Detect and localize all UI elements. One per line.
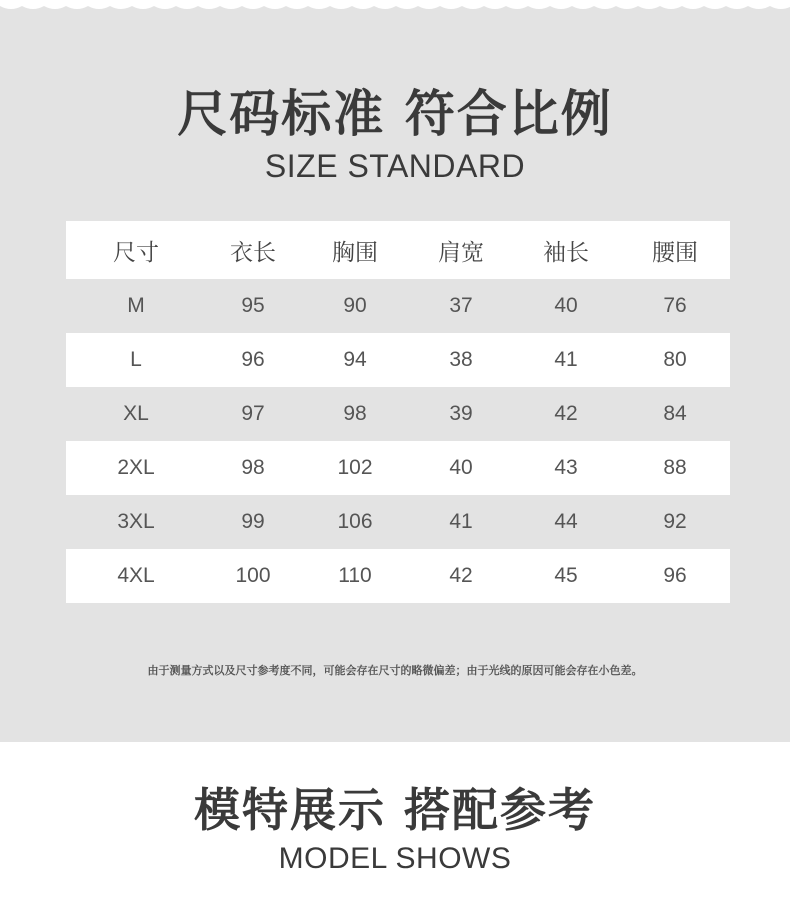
cell-shoulder: 39 [449, 402, 473, 425]
cell-waist: 96 [663, 564, 687, 587]
cell-sleeve: 45 [554, 564, 578, 587]
cell-waist: 76 [663, 294, 687, 317]
cell-size: 3XL [117, 510, 155, 533]
header-chest: 胸围 [332, 239, 378, 266]
header-waist: 腰围 [652, 239, 698, 266]
cell-waist: 88 [663, 456, 687, 479]
cell-length: 98 [241, 456, 265, 479]
cell-size: 2XL [117, 456, 155, 479]
cell-length: 99 [241, 510, 265, 533]
cell-shoulder: 42 [449, 564, 473, 587]
size-title-en: SIZE STANDARD [264, 148, 526, 184]
cell-sleeve: 42 [554, 402, 578, 425]
cell-sleeve: 44 [554, 510, 578, 533]
cell-waist: 80 [663, 348, 687, 371]
cell-chest: 90 [343, 294, 367, 317]
table-row [66, 495, 730, 549]
cell-length: 95 [241, 294, 265, 317]
cell-waist: 92 [663, 510, 687, 533]
cell-shoulder: 41 [449, 510, 473, 533]
size-table [66, 221, 730, 603]
table-row [66, 549, 730, 603]
cell-sleeve: 40 [554, 294, 578, 317]
cell-chest: 98 [343, 402, 367, 425]
cell-shoulder: 37 [449, 294, 473, 317]
cell-chest: 94 [343, 348, 367, 371]
header-shoulder: 肩宽 [438, 239, 484, 266]
cell-size: 4XL [117, 564, 155, 587]
measurement-note: 由于测量方式以及尺寸参考度不同，可能会存在尺寸的略微偏差；由于光线的原因可能会存在小色差。 [147, 664, 643, 677]
wavy-top-edge [0, 0, 790, 14]
size-title-cn: 尺码标准 符合比例 [177, 84, 613, 143]
cell-waist: 84 [663, 402, 687, 425]
model-title-en: MODEL SHOWS [278, 842, 512, 875]
header-length: 衣长 [230, 239, 276, 266]
cell-length: 97 [241, 402, 265, 425]
cell-size: L [130, 348, 142, 371]
cell-chest: 110 [338, 564, 372, 587]
cell-shoulder: 40 [449, 456, 473, 479]
table-row [66, 441, 730, 495]
cell-length: 96 [241, 348, 265, 371]
table-row [66, 333, 730, 387]
model-title-cn: 模特展示 搭配参考 [193, 783, 596, 837]
cell-shoulder: 38 [449, 348, 473, 371]
header-size: 尺寸 [113, 239, 159, 266]
table-row [66, 279, 730, 333]
cell-sleeve: 41 [554, 348, 578, 371]
cell-size: M [127, 294, 145, 317]
cell-chest: 106 [337, 510, 373, 533]
cell-chest: 102 [337, 456, 373, 479]
cell-sleeve: 43 [554, 456, 578, 479]
cell-length: 100 [235, 564, 271, 587]
header-sleeve: 袖长 [543, 239, 589, 266]
cell-size: XL [123, 402, 149, 425]
table-row [66, 387, 730, 441]
size-table-header [66, 221, 730, 279]
